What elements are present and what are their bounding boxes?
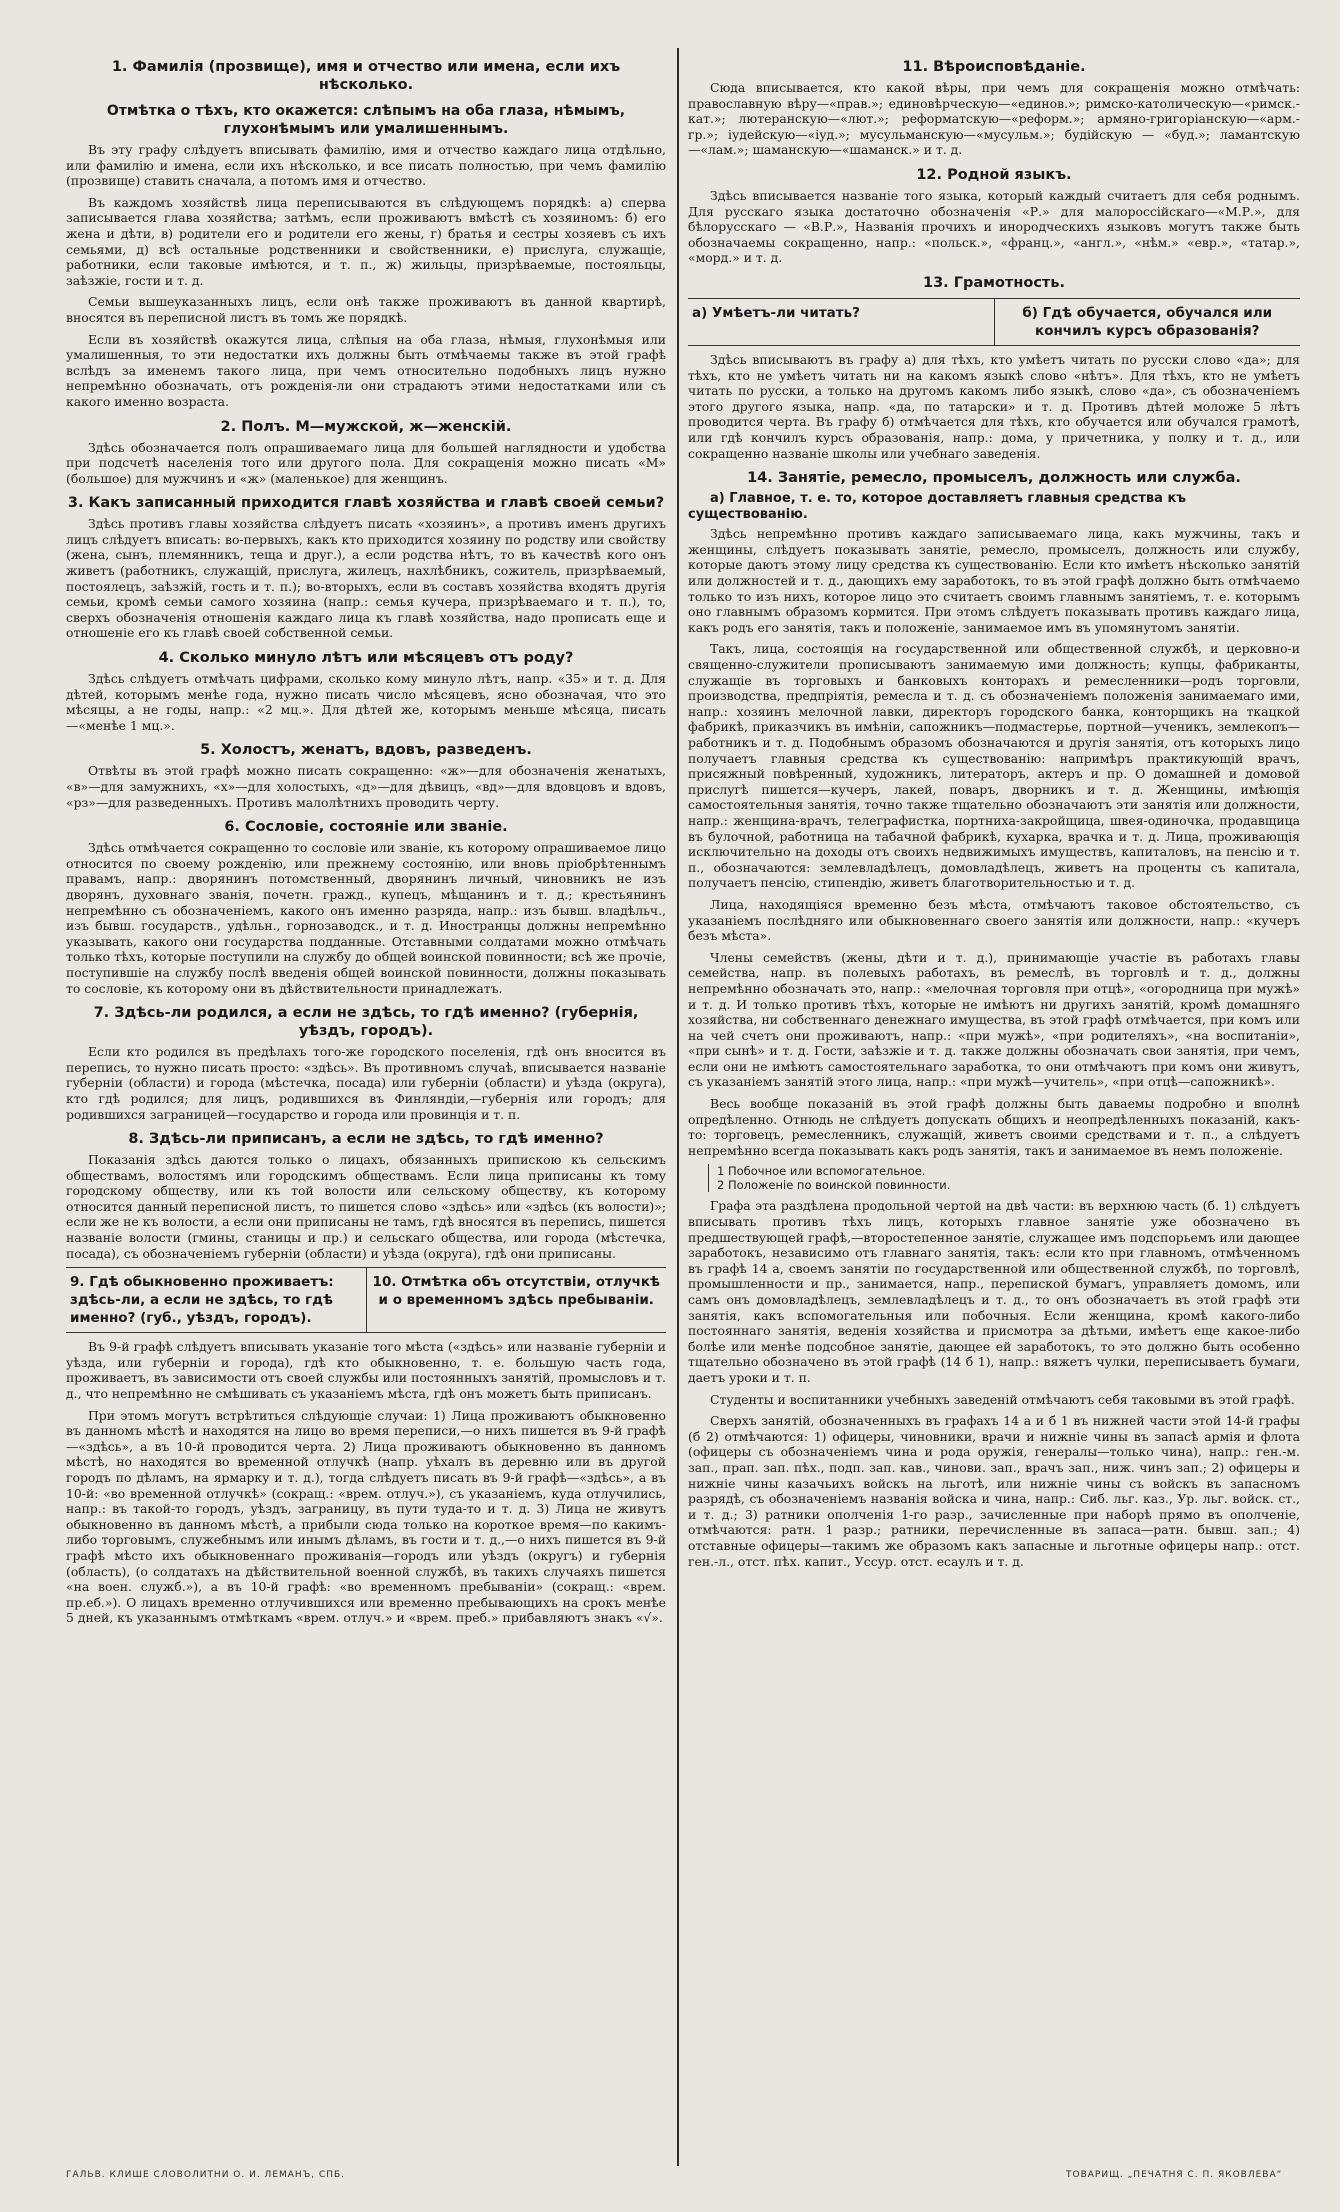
section-10-cell [366,1268,667,1332]
section-10-title: 10. Отмѣтка объ отсутствіи, отлучкѣ и о временномъ здѣсь пребываніи. [372,1274,660,1309]
paragraph: Лица, находящіяся временно безъ мѣста, отмѣчаютъ таковое обстоятельство, съ указаніемъ послѣдняго или обыкновеннаго своего занятія или должности, напр.: «кучеръ безъ мѣста». [688,896,1300,944]
section-13a-title: а) Умѣетъ-ли читать? [692,304,860,321]
paragraph: Здѣсь слѣдуетъ отмѣчать цифрами, сколько кому минуло лѣтъ, напр. «35» и т. д. Для дѣтей, которымъ менѣе года, нужно писать число мѣсяцевъ, ясно обозначая, что это мѣсяцы, а не годы, напр.: «2 мц.». Для дѣтей же, которымъ меньше мѣсяца, писать—«менѣе 1 мц.». [66,671,666,733]
left-column [66,50,666,2160]
section-1-title: 1. Фамилія (прозвище), имя и отчество или имена, если ихъ нѣсколько. [111,59,621,93]
section-5-title: 5. Холостъ, женатъ, вдовъ, разведенъ. [200,742,532,759]
paragraph: Здѣсь обозначается полъ опрашиваемаго лица для большей наглядности и удобства при подсчетѣ населенія того или другого пола. Для сокращенія можно писать «М» (большое) для мужчинъ и «ж» (маленькое) для женщинъ. [66,439,666,486]
section-13b-title: б) Гдѣ обучается, обучался или кончилъ курсъ образованія? [1022,304,1273,339]
section-13a-cell [688,299,994,345]
printer-credit-right: ТОВАРИЩ. „ПЕЧАТНЯ С. П. ЯКОВЛЕВА“ [1066,2170,1283,2180]
paragraph: Семьи вышеуказанныхъ лицъ, если онѣ также проживаютъ въ данной квартирѣ, вносятся въ переписной листъ въ томъ же порядкѣ. [66,294,666,325]
paragraph: Сверхъ занятій, обозначенныхъ въ графахъ 14 а и б 1 въ нижней части этой 14-й графы (б 2) отмѣчаются: 1) офицеры, чиновники, врачи и нижніе чины въ запасѣ армія и флота (офицеры съ обозначеніемъ чина и рода оружія, генералы—только чина), напр.: ген.-м. зап., прап. зап. пѣх., подп. зап. кав., чинови. зап., врачъ зап., ниж. чинъ зап.; 2) офицеры и нижніе чины казачьихъ войскъ на льготѣ, или нижніе чины съ войскъ въ запасномъ разрядѣ, съ обозначеніемъ названія войска и чина, напр.: Сиб. льг. каз., Ур. льг. войск. ст., и т. д.; 3) ратники ополченія 1-го разр., зачисленные при наборѣ прямо въ ополченіе, отмѣчаются: ратн. 1 разр.; ратники, перечисленные въ запаса—ратн. бывш. зап.; 4) отставные офицеры—такимъ же образомъ какъ запасные и льготные офицеры напр.: отст. ген.-л., отст. пѣх. капит., Уссур. отст. есаулъ и т. д. [688,1413,1300,1569]
section-11-title: 11. Вѣроисповѣданіе. [902,59,1086,75]
section-1-subtitle: Отмѣтка о тѣхъ, кто окажется: слѣпымъ на оба глаза, нѣмымъ, глухонѣмымъ или умалишеннымъ. [106,103,626,137]
section-14b-header [708,1164,1300,1192]
section-6-title: 6. Сословіе, состояніе или званіе. [224,819,508,836]
section-9-cell [66,1268,366,1332]
paragraph: Графа эта раздѣлена продольной чертой на двѣ части: въ верхнюю часть (б. 1) слѣдуетъ вписывать противъ тѣхъ лицъ, которыхъ главное занятіе уже обозначено въ предшествующей графѣ,—второстепенное занятіе, служащее имъ подспорьемъ или дающее заработокъ, независимо отъ главнаго занятія, такъ: если кто при главномъ, отмѣченномъ въ графѣ 14 а, своемъ занятіи по государственной или общественной службѣ, по торговлѣ, промышленности и пр., занимается, напр., перепиской бумагъ, управляетъ домомъ, или самъ онъ домовладѣлецъ, землевладѣлецъ и т. д., то онъ обозначаетъ въ этой графѣ эти занятія, какъ вспомогательныя или побочныя. Если женщина, кромѣ какого-либо постояннаго занятія, веденія хозяйства и присмотра за дѣтьми, имѣетъ еще какое-либо болѣе или менѣе подсобное занятіе, дающее ей заработокъ, то это должно быть особенно тщательно обозначено въ этой графѣ (14 б 1), напр.: вяжетъ чулки, переписываетъ бумаги, даетъ уроки и т. п. [688,1198,1300,1385]
section-9-title: 9. Гдѣ обыкновенно проживаетъ: здѣсь-ли, а если не здѣсь, то гдѣ именно? (губ., уѣздъ, городъ). [70,1274,334,1327]
section-14b-line-1: 1 Побочное или вспомогательное. [717,1164,926,1179]
section-13-title: 13. Грамотность. [922,274,1065,291]
paragraph: Въ 9-й графѣ слѣдуетъ вписывать указаніе того мѣста («здѣсь» или названіе губерніи и уѣзда, или губерніи и города), гдѣ кто обыкновенно, т. е. большую часть года, проживаетъ, въ зависимости отъ своей службы или постоянныхъ занятій, промысловъ и т. д., что непремѣнно не смѣшивать съ указаніемъ мѣста, гдѣ онъ можетъ быть приписанъ. [66,1339,666,1402]
paragraph: Если кто родился въ предѣлахъ того-же городского поселенія, гдѣ онъ вносится въ перепись, то нужно писать просто: «здѣсь». Въ противномъ случаѣ, вписывается названіе губерніи (области) и города (мѣстечка, посада) или губерніи (области) и уѣзда (округа), кто гдѣ родился; для лицъ, родившихся въ Финляндіи,—губернія или городъ; для родившихся заграницей—государство и города или провинція и т. п. [66,1044,666,1122]
paragraph: Сюда вписывается, кто какой вѣры, при чемъ для сокращенія можно отмѣчать: православную вѣру—«прав.»; единовѣрческую—«единов.»; римско-католическую—«римск.-кат.»; лютеранскую—«лют.»; реформатскую—«реформ.»; армяно-григоріанскую—«арм.-гр.»; іудейскую—«іуд.»; мусульманскую—«мусульм.»; будійскую — «буд.»; ламантскую—«лам.»; шаманскую—«шаманск.» и т. д. [688,80,1300,158]
paragraph: Отвѣты въ этой графѣ можно писать сокращенно: «ж»—для обозначенія женатыхъ, «в»—для замужнихъ, «х»—для холостыхъ, «д»—для дѣвицъ, «вд»—для вдовцовъ и вдовъ, «рз»—для разведенныхъ. Противъ малолѣтнихъ проводить черту. [66,763,666,810]
right-column [688,50,1300,2160]
paragraph: Студенты и воспитанники учебныхъ заведеній отмѣчаютъ себя таковыми въ этой графѣ. [710,1391,1295,1407]
section-4-title: 4. Сколько минуло лѣтъ или мѣсяцевъ отъ роду? [158,650,574,667]
paragraph: Такъ, лица, состоящія на государственной или общественной службѣ, и церковно-и священно-служители прописываютъ занимаемую ими должность; купцы, фабриканты, служащіе въ торговыхъ и банковыхъ конторахъ и ремесленники—родъ торговли, производства, предпріятія, ремесла и т. д. съ обозначеніемъ положенія занимаемаго ими, напр.: хозяинъ мелочной лавки, директоръ городского банка, конторщикъ на ткацкой фабрикѣ, приказчикъ въ имѣніи, сапожникъ—подмастерье, портной—ученикъ, землекопъ—работникъ и т. д. Подобнымъ образомъ обозначаются и другія занятія, отъ которыхъ лицо получаетъ главныя средства къ существованію: напримѣръ практикующій врачъ, присяжный повѣренный, художникъ, литераторъ, актеръ и пр. О домашней и домовой прислугѣ пишется—кучеръ, лакей, поваръ, дворникъ и т. д. Женщины, имѣющія самостоятельныя занятія, точно также тщательно обозначаютъ эти занятія или должности, напр.: женщина-врачъ, телеграфистка, портниха-закройщица, швея-одиночка, продавщица въ булочной, работница на табачной фабрикѣ, кухарка, врачка и т. д. Лица, проживающія исключительно на доходы отъ своихъ недвижимыхъ имуществъ, капиталовъ, на пенсію и т. п., обозначаются: землевладѣлецъ, домовладѣлецъ, живетъ на проценты съ капитала, получаетъ пенсію, стипендію, живетъ благотворительностью и т. д. [688,641,1300,891]
section-2-title: 2. Полъ. М—мужской, ж—женскій. [220,418,512,435]
paragraph: Въ каждомъ хозяйствѣ лица переписываются въ слѣдующемъ порядкѣ: а) сперва записывается глава хозяйства; затѣмъ, если проживаютъ вмѣстѣ съ хозяиномъ: б) его жена и дѣти, в) родители его и родители его жены, г) братья и сестры хозяевъ съ ихъ семьями, д) всѣ остальные родственники и свойственники, е) прислуга, служащіе, работники, если таковые имѣются, и т. п., ж) жильцы, призрѣваемые, постояльцы, заѣзжіе, гости и т. д. [66,194,666,288]
section-14a-title: а) Главное, т. е. то, которое доставляетъ главныя средства къ существованію. [688,491,1187,522]
printer-credit-left: ГАЛЬВ. КЛИШЕ СЛОВОЛИТНИ О. И. ЛЕМАНЪ, СПБ. [66,2170,346,2180]
column-divider [677,48,679,2166]
paragraph: При этомъ могутъ встрѣтиться слѣдующіе случаи: 1) Лица проживаютъ обыкновенно въ данномъ мѣстѣ и находятся на лицо во время переписи,—о нихъ пишется въ 9-й графѣ—«здѣсь», а въ 10-й проводится черта. 2) Лица проживаютъ обыкновенно въ данномъ мѣстѣ, но находятся во временной отлучкѣ (напр. уѣхалъ въ деревню или въ другой городъ по дѣламъ, на ярмарку и т. д.), тогда слѣдуетъ писать въ 9-й графѣ—«здѣсь», а въ 10-й: «во временной отлучкѣ» (сокращ.: «врем. отлуч.»), съ указаніемъ, куда отлучились, напр.: въ такой-то городъ, уѣздъ, заграницу, въ пути туда-то и т. д. 3) Лица не живутъ обыкновенно въ данномъ мѣстѣ, а прибыли сюда только на короткое время—по какимъ-либо торговымъ, служебнымъ или инымъ дѣламъ, въ гости и т. д.,—о нихъ пишется въ 9-й графѣ мѣсто ихъ обыкновеннаго проживанія—городъ или уѣздъ (округъ) и губернія (область), (о солдатахъ на дѣйствительной военной службѣ, въ такихъ случаяхъ пишется «на воен. служб.»), а въ 10-й графѣ: «во временномъ пребываніи» (сокращ.: «врем. пр.еб.»). О лицахъ временно отлучившихся или временно пребывающихъ на срокъ менѣе 5 дней, къ указаннымъ отмѣткамъ «врем. отлуч.» и «врем. преб.» прибавляютъ знакъ «√». [66,1407,666,1626]
paragraph: Здѣсь противъ главы хозяйства слѣдуетъ писать «хозяинъ», а противъ именъ другихъ лицъ слѣдуетъ вписать: во-первыхъ, какъ кто приходится хозяину по родству или свойству (жена, сынъ, племянникъ, теща и друг.), а если родства нѣтъ, то въ качествѣ кого онъ живетъ (работникъ, служащій, прислуга, жилецъ, нахлѣбникъ, сожитель, призрѣваемый, постоялецъ, заѣзжій, гость и т. п.); во-вторыхъ, если въ составъ хозяйства входятъ другія семьи, кромѣ семьи самого хозяина (напр.: семья кучера, призрѣваемаго и т. п.), то, сверхъ обозначенія отношенія каждаго лица къ главѣ хозяйства, надо прописать еще и отношеніе его къ главѣ своей собственной семьи. [66,516,666,641]
sections-9-10-header [66,1267,666,1333]
section-14b-line-2: 2 Положеніе по воинской повинности. [717,1178,951,1193]
section-3-title: 3. Какъ записанный приходится главѣ хозяйства и главѣ своей семьи? [67,495,665,512]
paragraph: Весь вообще показаній въ этой графѣ должны быть даваемы подробно и вполнѣ опредѣленно. Отнюдь не слѣдуетъ допускать общихъ и неопредѣленныхъ показаній, какъ-то: торговецъ, ремесленникъ, служащій, живетъ своими средствами и т. п., а слѣдуетъ непремѣнно всегда показывать какъ родъ занятія, такъ и занимаемое въ немъ положеніе. [688,1096,1300,1158]
paragraph: Здѣсь отмѣчается сокращенно то сословіе или званіе, къ которому опрашиваемое лицо относится по своему рожденію, или прежнему состоянію, или вновь пріобрѣтеннымъ правамъ, напр.: дворянинъ потомственный, дворянинъ личный, чиновникъ не изъ дворянъ, духовнаго званія, почетн. гражд., купецъ, мѣщанинъ и т. д.; крестьянинъ непремѣнно съ обозначеніемъ, какого онъ именно разряда, напр.: изъ бывш. владѣльч., изъ бывш. государств., удѣльн., горнозаводск., и т. д. Иностранцы должны непремѣнно указывать, какого они государства подданные. Отставными солдатами можно отмѣчать только тѣхъ, которые поступили на службу до общей воинской повинности; всѣ же прочіе, поступившіе на службу послѣ введенія общей воинской повинности, должны показывать то сословіе, къ которому они въ дѣйствительности принадлежатъ. [66,840,666,996]
section-8-title: 8. Здѣсь-ли приписанъ, а если не здѣсь, то гдѣ именно? [128,1131,604,1148]
paragraph: Члены семействъ (жены, дѣти и т. д.), принимающіе участіе въ работахъ главы семейства, напр. въ полевыхъ работахъ, въ ремеслѣ, въ торговлѣ и т. д., должны непремѣнно обозначать это, напр.: «мелочная торговля при отцѣ», «огородница при мужѣ» и т. д. И только противъ тѣхъ, которые не имѣютъ ни другихъ занятій, кромѣ домашняго хозяйства, ни собственнаго денежнаго имущества, въ этой графѣ отмѣчается, при комъ или на чей счетъ они проживаютъ, напр.: «при мужѣ», «при родителяхъ», «на воспитаніи», «при сынѣ» и т. д. Гости, заѣзжіе и т. д. также должны обозначать свои занятія, при чемъ, если они не имѣютъ самостоятельнаго заработка, то они отмѣчаютъ при комъ они живутъ, съ указаніемъ занятій этого лица, напр.: «при мужѣ—учитель», «при отцѣ—сапожникѣ». [688,949,1300,1090]
section-13b-cell [994,299,1301,345]
paragraph: Здѣсь вписывается названіе того языка, который каждый считаетъ для себя роднымъ. Для русскаго языка достаточно обозначенія «Р.» для малороссійскаго—«М.Р.», для бѣлорусскаго — «В.Р.», Названія прочихъ и инородческихъ языковъ могутъ также быть обозначаемы сокращенно, напр.: «польск.», «франц.», «англ.», «нѣм.» «евр.», «татар.», «морд.» и т. д. [688,187,1300,266]
paragraph: Въ эту графу слѣдуетъ вписывать фамилію, имя и отчество каждаго лица отдѣльно, или фамилію и имена, если ихъ нѣсколько, и все писать полностью, при чемъ фамилію (прозвище) ставить сначала, а потомъ имя и отчество. [66,142,666,189]
paragraph: Если въ хозяйствѣ окажутся лица, слѣпыя на оба глаза, нѣмыя, глухонѣмыя или умалишенныя, то эти недостатки ихъ должны быть отмѣчаемы также въ этой графѣ вслѣдъ за именемъ такого лица, при чемъ относительно подобныхъ лицъ нужно непремѣнно обозначать, отъ рожденія-ли они страдаютъ этими недостатками или съ какого именно возраста. [66,331,666,409]
section-7-title: 7. Здѣсь-ли родился, а если не здѣсь, то гдѣ именно? (губернія, уѣздъ, городъ). [93,1005,639,1040]
section-14-title: 14. Занятіе, ремесло, промыселъ, должность или служба. [747,470,1241,487]
paragraph: Показанія здѣсь даются только о лицахъ, обязанныхъ припискою къ сельскимъ обществамъ, волостямъ или городскимъ обществамъ. Если лица приписаны къ тому городскому обществу, или къ той волости или сельскому обществу, къ которому относится данный переписной листъ, то пишется слово «здѣсь» или «здѣсь (къ волости)»; если же не къ волости, а если они приписаны не тамъ, гдѣ вносятся въ перепись, пишется названіе волости (гмины, станицы и пр.) и сельскаго общества, или города (мѣстечка, посада), съ обозначеніемъ губерніи (области) и уѣзда (округа), гдѣ они приписаны. [66,1152,666,1261]
section-13-header [688,298,1300,346]
section-12-title: 12. Родной языкъ. [916,166,1072,183]
paragraph: Здѣсь вписываютъ въ графу а) для тѣхъ, кто умѣетъ читать по русски слово «да»; для тѣхъ, кто не умѣетъ читать ни на какомъ языкѣ слово «нѣтъ». Для тѣхъ, кто не умѣетъ читать по русски, а только на другомъ какомъ либо языкѣ, слово «да», съ обозначеніемъ этого другого языка, напр. «да, по татарски» и т. д. Противъ дѣтей моложе 5 лѣтъ проводится черта. Въ графу б) отмѣчается для тѣхъ, кто обучается или обучался грамотѣ, или гдѣ кончилъ курсъ образованія, напр.: дома, у причетника, у полку и т. д., или сокращенно названіе школы или учебнаго заведенія. [688,351,1300,461]
paragraph: Здѣсь непремѣнно противъ каждаго записываемаго лица, какъ мужчины, такъ и женщины, слѣдуетъ показывать занятіе, ремесло, промыселъ, должность или службу, которые даютъ этому лицу средства къ существованію. Если кто имѣетъ нѣсколько занятій или должностей и т. д., дающихъ ему заработокъ, то въ этой графѣ должно быть отмѣчаемо только то изъ нихъ, которое лицо это считаетъ своимъ главнымъ занятіемъ, т. е. которымъ оно главнымъ образомъ кормится. При этомъ слѣдуетъ показывать противъ каждаго лица, какъ родъ его занятія, такъ и положеніе, занимаемое имъ въ упомянутомъ занятіи. [688,526,1300,635]
